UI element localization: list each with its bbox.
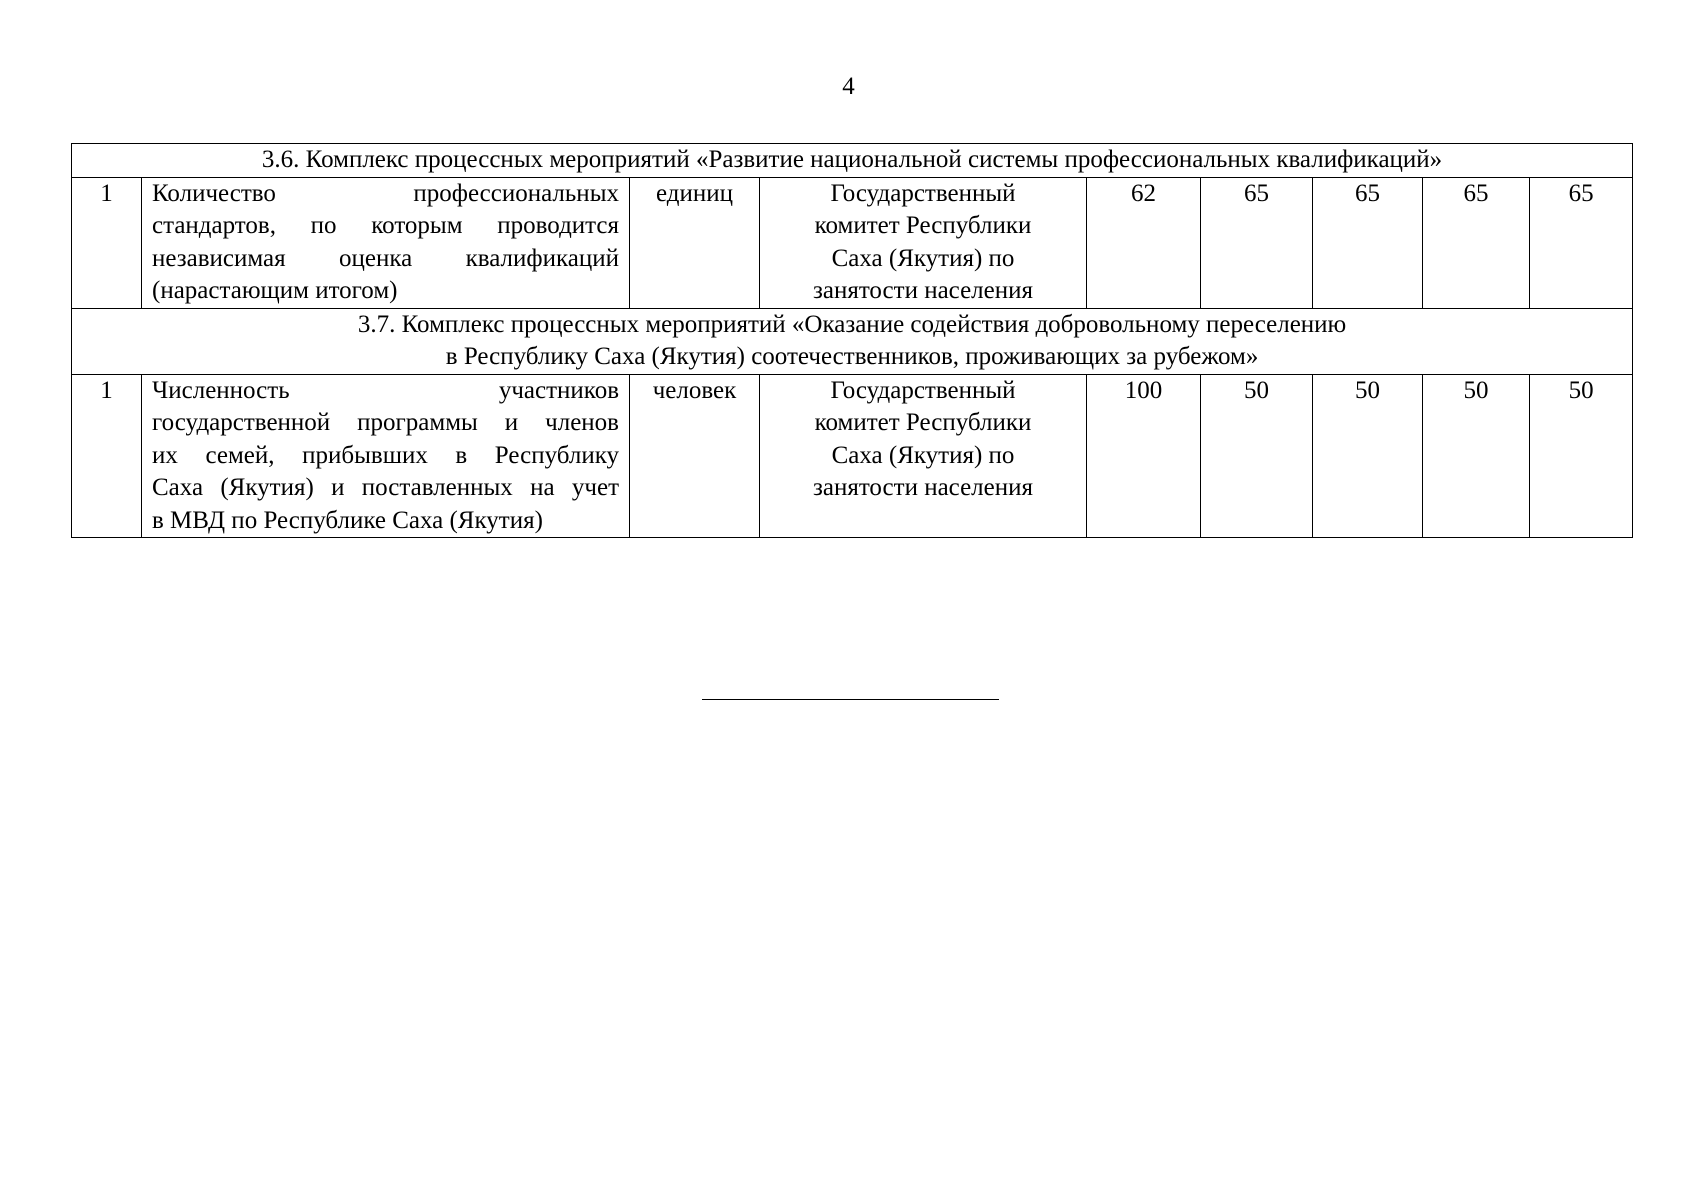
unit-of-measure: человек	[630, 374, 760, 538]
value-cell: 62	[1087, 177, 1201, 308]
responsible-line: комитет Республики	[814, 212, 1032, 239]
responsible-line: Саха (Якутия) по	[831, 441, 1015, 469]
responsible-line: Государственный	[830, 376, 1016, 404]
indicator-name-line: Саха (Якутия) и поставленных на учет	[152, 474, 619, 501]
value-cell: 65	[1201, 177, 1313, 308]
responsible-line: занятости населения	[812, 474, 1034, 501]
value-cell: 50	[1313, 374, 1423, 538]
responsible-body	[760, 374, 1087, 538]
end-of-document-rule	[702, 699, 999, 700]
table-row	[72, 374, 1633, 538]
indicator-name-line: Количество профессиональных	[152, 179, 619, 207]
value-cell: 100	[1087, 374, 1201, 538]
section-title-line: 3.6. Комплекс процессных мероприятий «Развитие национальной системы профессиональных квалификаций»	[261, 146, 1443, 173]
responsible-body	[760, 177, 1087, 308]
indicator-name-line: в МВД по Республике Саха (Якутия)	[152, 506, 543, 534]
section-title-line: в Республику Саха (Якутия) соотечественников, проживающих за рубежом»	[445, 343, 1259, 370]
unit-of-measure: единиц	[630, 177, 760, 308]
row-number: 1	[72, 374, 142, 538]
responsible-line: Государственный	[830, 179, 1016, 207]
indicator-name-line: Численность участников	[152, 376, 619, 404]
indicator-name	[142, 177, 630, 308]
value-cell: 50	[1423, 374, 1530, 538]
indicator-name-line: государственной программы и членов	[152, 409, 619, 436]
indicator-name	[142, 374, 630, 538]
indicator-name-line: (нарастающим итогом)	[152, 277, 398, 304]
section-header-row	[72, 308, 1633, 374]
table-row	[72, 177, 1633, 308]
value-cell: 50	[1201, 374, 1313, 538]
value-cell: 65	[1313, 177, 1423, 308]
section-title-line: 3.7. Комплекс процессных мероприятий «Оказание содействия добровольному переселению	[357, 310, 1347, 338]
responsible-line: занятости населения	[812, 277, 1034, 304]
page-number: 4	[842, 73, 855, 100]
section-title	[72, 144, 1633, 178]
responsible-line: Саха (Якутия) по	[831, 244, 1015, 272]
section-header-row	[72, 144, 1633, 178]
value-cell: 65	[1530, 177, 1633, 308]
responsible-line: комитет Республики	[814, 409, 1032, 436]
indicator-name-line: стандартов, по которым проводится	[152, 212, 619, 239]
value-cell: 65	[1423, 177, 1530, 308]
value-cell: 50	[1530, 374, 1633, 538]
row-number: 1	[72, 177, 142, 308]
section-title	[72, 308, 1633, 374]
indicators-table	[71, 143, 1633, 538]
indicator-name-line: их семей, прибывших в Республику	[152, 441, 619, 469]
indicator-name-line: независимая оценка квалификаций	[152, 244, 619, 272]
